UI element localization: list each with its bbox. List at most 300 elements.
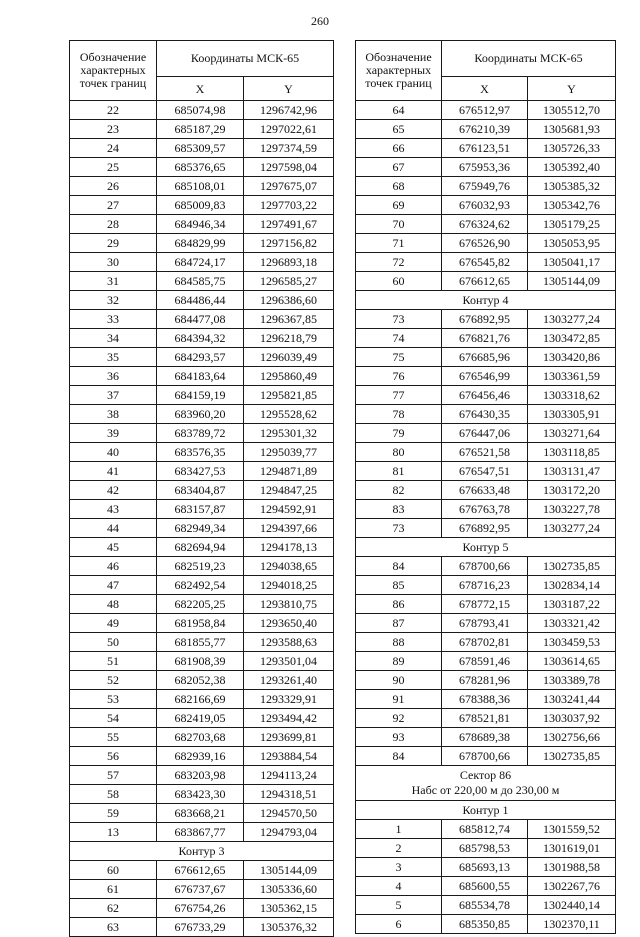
table-row <box>356 690 616 709</box>
x-coordinate-cell: 676545,82 <box>442 253 528 272</box>
coordinates-table-left <box>69 40 334 937</box>
point-number-cell: 33 <box>70 310 157 329</box>
y-coordinate-cell: 1303277,24 <box>528 519 616 538</box>
table-row <box>70 766 334 785</box>
point-number-cell: 76 <box>356 367 442 386</box>
x-coordinate-cell: 684829,99 <box>157 234 244 253</box>
table-row <box>70 253 334 272</box>
x-coordinate-cell: 676892,95 <box>442 310 528 329</box>
x-coordinate-cell: 678689,38 <box>442 728 528 747</box>
point-number-cell: 25 <box>70 158 157 177</box>
y-coordinate-cell: 1294793,04 <box>244 823 334 842</box>
table-row <box>356 576 616 595</box>
point-number-cell: 87 <box>356 614 442 633</box>
y-coordinate-cell: 1297598,04 <box>244 158 334 177</box>
table-row <box>70 880 334 899</box>
x-coordinate-cell: 682939,16 <box>157 747 244 766</box>
table-row <box>70 747 334 766</box>
point-number-cell: 29 <box>70 234 157 253</box>
point-number-cell: 83 <box>356 500 442 519</box>
table-row <box>356 709 616 728</box>
table-row <box>70 272 334 291</box>
table-row <box>356 158 616 177</box>
y-coordinate-cell: 1296893,18 <box>244 253 334 272</box>
table-row <box>356 481 616 500</box>
table-row <box>70 519 334 538</box>
point-number-cell: 27 <box>70 196 157 215</box>
x-coordinate-cell: 676733,29 <box>157 918 244 937</box>
y-coordinate-cell: 1305385,32 <box>528 177 616 196</box>
table-body-left <box>70 101 334 937</box>
y-coordinate-cell: 1303361,59 <box>528 367 616 386</box>
table-row <box>356 253 616 272</box>
table-row <box>356 386 616 405</box>
x-coordinate-cell: 676754,26 <box>157 899 244 918</box>
x-coordinate-cell: 685376,65 <box>157 158 244 177</box>
x-coordinate-cell: 678700,66 <box>442 557 528 576</box>
x-coordinate-cell: 683157,87 <box>157 500 244 519</box>
x-coordinate-cell: 681855,77 <box>157 633 244 652</box>
x-coordinate-cell: 678388,36 <box>442 690 528 709</box>
table-row <box>70 633 334 652</box>
point-number-cell: 79 <box>356 424 442 443</box>
point-number-cell: 37 <box>70 386 157 405</box>
y-coordinate-cell: 1303172,20 <box>528 481 616 500</box>
y-coordinate-cell: 1303037,92 <box>528 709 616 728</box>
x-coordinate-cell: 685309,57 <box>157 139 244 158</box>
point-number-cell: 81 <box>356 462 442 481</box>
y-coordinate-cell: 1301988,58 <box>528 858 616 877</box>
point-number-cell: 72 <box>356 253 442 272</box>
point-number-cell: 30 <box>70 253 157 272</box>
y-coordinate-cell: 1303187,22 <box>528 595 616 614</box>
y-coordinate-cell: 1302834,14 <box>528 576 616 595</box>
table-row <box>356 120 616 139</box>
header-y: Y <box>244 77 334 101</box>
x-coordinate-cell: 681958,84 <box>157 614 244 633</box>
table-row <box>70 348 334 367</box>
x-coordinate-cell: 676763,78 <box>442 500 528 519</box>
y-coordinate-cell: 1293501,04 <box>244 652 334 671</box>
point-number-cell: 57 <box>70 766 157 785</box>
point-number-cell: 50 <box>70 633 157 652</box>
x-coordinate-cell: 682519,23 <box>157 557 244 576</box>
x-coordinate-cell: 676512,97 <box>442 101 528 120</box>
x-coordinate-cell: 678702,81 <box>442 633 528 652</box>
point-number-cell: 28 <box>70 215 157 234</box>
x-coordinate-cell: 683404,87 <box>157 481 244 500</box>
table-row <box>70 728 334 747</box>
x-coordinate-cell: 682703,68 <box>157 728 244 747</box>
x-coordinate-cell: 685798,53 <box>442 839 528 858</box>
point-number-cell: 53 <box>70 690 157 709</box>
y-coordinate-cell: 1294113,24 <box>244 766 334 785</box>
point-number-cell: 52 <box>70 671 157 690</box>
y-coordinate-cell: 1305342,76 <box>528 196 616 215</box>
x-coordinate-cell: 676612,65 <box>157 861 244 880</box>
table-row <box>70 538 334 557</box>
table-row <box>356 671 616 690</box>
y-coordinate-cell: 1296218,79 <box>244 329 334 348</box>
point-number-cell: 23 <box>70 120 157 139</box>
y-coordinate-cell: 1303227,78 <box>528 500 616 519</box>
table-row <box>70 861 334 880</box>
y-coordinate-cell: 1305336,60 <box>244 880 334 899</box>
table-row <box>356 272 616 291</box>
x-coordinate-cell: 676032,93 <box>442 196 528 215</box>
x-coordinate-cell: 685534,78 <box>442 896 528 915</box>
y-coordinate-cell: 1303614,65 <box>528 652 616 671</box>
x-coordinate-cell: 676447,06 <box>442 424 528 443</box>
table-row <box>356 348 616 367</box>
table-row <box>70 367 334 386</box>
y-coordinate-cell: 1294178,13 <box>244 538 334 557</box>
table-row <box>356 728 616 747</box>
point-number-cell: 43 <box>70 500 157 519</box>
x-coordinate-cell: 683789,72 <box>157 424 244 443</box>
table-row <box>70 481 334 500</box>
point-number-cell: 60 <box>70 861 157 880</box>
table-row <box>356 196 616 215</box>
point-number-cell: 73 <box>356 310 442 329</box>
x-coordinate-cell: 678521,81 <box>442 709 528 728</box>
table-row <box>356 519 616 538</box>
x-coordinate-cell: 684486,44 <box>157 291 244 310</box>
x-coordinate-cell: 675953,36 <box>442 158 528 177</box>
y-coordinate-cell: 1295528,62 <box>244 405 334 424</box>
point-number-cell: 40 <box>70 443 157 462</box>
y-coordinate-cell: 1305681,93 <box>528 120 616 139</box>
table-row <box>70 196 334 215</box>
table-row <box>70 139 334 158</box>
page-number: 260 <box>311 14 329 28</box>
point-number-cell: 84 <box>356 747 442 766</box>
section-header: Контур 3 <box>70 842 334 861</box>
x-coordinate-cell: 676821,76 <box>442 329 528 348</box>
x-coordinate-cell: 675949,76 <box>442 177 528 196</box>
x-coordinate-cell: 684159,19 <box>157 386 244 405</box>
y-coordinate-cell: 1294592,91 <box>244 500 334 519</box>
y-coordinate-cell: 1295301,32 <box>244 424 334 443</box>
point-number-cell: 4 <box>356 877 442 896</box>
y-coordinate-cell: 1303277,24 <box>528 310 616 329</box>
point-number-cell: 68 <box>356 177 442 196</box>
point-number-cell: 36 <box>70 367 157 386</box>
y-coordinate-cell: 1293261,40 <box>244 671 334 690</box>
y-coordinate-cell: 1305053,95 <box>528 234 616 253</box>
table-row <box>70 443 334 462</box>
point-number-cell: 77 <box>356 386 442 405</box>
point-number-cell: 74 <box>356 329 442 348</box>
point-number-cell: 70 <box>356 215 442 234</box>
sector-height-range: Набс от 220,00 м до 230,00 м <box>411 783 560 797</box>
x-coordinate-cell: 676546,99 <box>442 367 528 386</box>
table-row <box>70 899 334 918</box>
sector-title: Сектор 86 <box>459 768 512 782</box>
table-row <box>356 462 616 481</box>
point-number-cell: 48 <box>70 595 157 614</box>
y-coordinate-cell: 1305362,15 <box>244 899 334 918</box>
table-row <box>356 915 616 934</box>
table-row <box>70 329 334 348</box>
y-coordinate-cell: 1303271,64 <box>528 424 616 443</box>
x-coordinate-cell: 678700,66 <box>442 747 528 766</box>
y-coordinate-cell: 1293884,54 <box>244 747 334 766</box>
point-number-cell: 86 <box>356 595 442 614</box>
x-coordinate-cell: 684946,34 <box>157 215 244 234</box>
x-coordinate-cell: 685812,74 <box>442 820 528 839</box>
table-row <box>70 557 334 576</box>
y-coordinate-cell: 1303389,78 <box>528 671 616 690</box>
x-coordinate-cell: 685600,55 <box>442 877 528 896</box>
y-coordinate-cell: 1297374,59 <box>244 139 334 158</box>
section-header-row <box>356 291 616 310</box>
table-row <box>70 405 334 424</box>
point-number-cell: 88 <box>356 633 442 652</box>
point-number-cell: 49 <box>70 614 157 633</box>
table-row <box>356 215 616 234</box>
point-number-cell: 55 <box>70 728 157 747</box>
x-coordinate-cell: 685108,01 <box>157 177 244 196</box>
point-number-cell: 35 <box>70 348 157 367</box>
table-row <box>356 839 616 858</box>
x-coordinate-cell: 682205,25 <box>157 595 244 614</box>
y-coordinate-cell: 1297703,22 <box>244 196 334 215</box>
x-coordinate-cell: 684724,17 <box>157 253 244 272</box>
y-coordinate-cell: 1305041,17 <box>528 253 616 272</box>
header-point-designation: Обозначение характерных точек границ <box>70 41 157 101</box>
y-coordinate-cell: 1303131,47 <box>528 462 616 481</box>
point-number-cell: 54 <box>70 709 157 728</box>
x-coordinate-cell: 685074,98 <box>157 101 244 120</box>
table-row <box>70 709 334 728</box>
point-number-cell: 46 <box>70 557 157 576</box>
table-row <box>70 804 334 823</box>
table-row <box>70 462 334 481</box>
y-coordinate-cell: 1294570,50 <box>244 804 334 823</box>
y-coordinate-cell: 1303241,44 <box>528 690 616 709</box>
x-coordinate-cell: 685693,13 <box>442 858 528 877</box>
y-coordinate-cell: 1294038,65 <box>244 557 334 576</box>
table-row <box>70 690 334 709</box>
x-coordinate-cell: 685187,29 <box>157 120 244 139</box>
point-number-cell: 34 <box>70 329 157 348</box>
point-number-cell: 62 <box>70 899 157 918</box>
x-coordinate-cell: 683960,20 <box>157 405 244 424</box>
point-number-cell: 44 <box>70 519 157 538</box>
table-row <box>356 310 616 329</box>
table-row <box>70 177 334 196</box>
y-coordinate-cell: 1305392,40 <box>528 158 616 177</box>
point-number-cell: 63 <box>70 918 157 937</box>
y-coordinate-cell: 1296386,60 <box>244 291 334 310</box>
point-number-cell: 91 <box>356 690 442 709</box>
table-row <box>356 858 616 877</box>
coordinates-table-right <box>355 40 616 934</box>
table-row <box>70 576 334 595</box>
header-coordinates: Координаты МСК-65 <box>442 41 616 77</box>
point-number-cell: 69 <box>356 196 442 215</box>
x-coordinate-cell: 683203,98 <box>157 766 244 785</box>
y-coordinate-cell: 1303472,85 <box>528 329 616 348</box>
point-number-cell: 66 <box>356 139 442 158</box>
section-header <box>356 766 616 801</box>
x-coordinate-cell: 676633,48 <box>442 481 528 500</box>
y-coordinate-cell: 1295860,49 <box>244 367 334 386</box>
x-coordinate-cell: 676324,62 <box>442 215 528 234</box>
section-header: Контур 1 <box>356 801 616 820</box>
x-coordinate-cell: 682419,05 <box>157 709 244 728</box>
point-number-cell: 5 <box>356 896 442 915</box>
x-coordinate-cell: 676547,51 <box>442 462 528 481</box>
y-coordinate-cell: 1305144,09 <box>244 861 334 880</box>
y-coordinate-cell: 1294847,25 <box>244 481 334 500</box>
x-coordinate-cell: 676456,46 <box>442 386 528 405</box>
table-row <box>356 405 616 424</box>
point-number-cell: 39 <box>70 424 157 443</box>
table-row <box>70 595 334 614</box>
x-coordinate-cell: 681908,39 <box>157 652 244 671</box>
x-coordinate-cell: 683427,53 <box>157 462 244 481</box>
table-row <box>356 500 616 519</box>
x-coordinate-cell: 682949,34 <box>157 519 244 538</box>
table-row <box>70 823 334 842</box>
table-row <box>356 101 616 120</box>
point-number-cell: 24 <box>70 139 157 158</box>
table-row <box>356 652 616 671</box>
table-row <box>70 101 334 120</box>
x-coordinate-cell: 676521,58 <box>442 443 528 462</box>
y-coordinate-cell: 1305376,32 <box>244 918 334 937</box>
header-coordinates: Координаты МСК-65 <box>157 41 334 77</box>
y-coordinate-cell: 1302267,76 <box>528 877 616 896</box>
table-row <box>70 614 334 633</box>
point-number-cell: 3 <box>356 858 442 877</box>
y-coordinate-cell: 1301619,01 <box>528 839 616 858</box>
point-number-cell: 56 <box>70 747 157 766</box>
table-body-right <box>356 101 616 934</box>
point-number-cell: 92 <box>356 709 442 728</box>
x-coordinate-cell: 676892,95 <box>442 519 528 538</box>
point-number-cell: 71 <box>356 234 442 253</box>
y-coordinate-cell: 1305726,33 <box>528 139 616 158</box>
header-x: X <box>157 77 244 101</box>
header-y: Y <box>528 77 616 101</box>
point-number-cell: 38 <box>70 405 157 424</box>
table-row <box>70 918 334 937</box>
header-point-designation: Обозначение характерных точек границ <box>356 41 442 101</box>
section-header-row <box>356 801 616 820</box>
table-row <box>70 652 334 671</box>
point-number-cell: 59 <box>70 804 157 823</box>
x-coordinate-cell: 683576,35 <box>157 443 244 462</box>
x-coordinate-cell: 676123,51 <box>442 139 528 158</box>
section-header: Контур 5 <box>356 538 616 557</box>
point-number-cell: 32 <box>70 291 157 310</box>
x-coordinate-cell: 676612,65 <box>442 272 528 291</box>
y-coordinate-cell: 1293810,75 <box>244 595 334 614</box>
x-coordinate-cell: 683867,77 <box>157 823 244 842</box>
section-header-row <box>356 766 616 801</box>
y-coordinate-cell: 1297022,61 <box>244 120 334 139</box>
point-number-cell: 22 <box>70 101 157 120</box>
point-number-cell: 90 <box>356 671 442 690</box>
point-number-cell: 26 <box>70 177 157 196</box>
table-row <box>356 557 616 576</box>
point-number-cell: 6 <box>356 915 442 934</box>
x-coordinate-cell: 676526,90 <box>442 234 528 253</box>
table-row <box>70 785 334 804</box>
x-coordinate-cell: 684293,57 <box>157 348 244 367</box>
y-coordinate-cell: 1293494,42 <box>244 709 334 728</box>
x-coordinate-cell: 678793,41 <box>442 614 528 633</box>
point-number-cell: 89 <box>356 652 442 671</box>
x-coordinate-cell: 685350,85 <box>442 915 528 934</box>
x-coordinate-cell: 682492,54 <box>157 576 244 595</box>
x-coordinate-cell: 684394,32 <box>157 329 244 348</box>
table-row <box>356 139 616 158</box>
point-number-cell: 67 <box>356 158 442 177</box>
x-coordinate-cell: 684183,64 <box>157 367 244 386</box>
point-number-cell: 58 <box>70 785 157 804</box>
x-coordinate-cell: 676430,35 <box>442 405 528 424</box>
x-coordinate-cell: 678716,23 <box>442 576 528 595</box>
table-row <box>70 234 334 253</box>
point-number-cell: 84 <box>356 557 442 576</box>
x-coordinate-cell: 682052,38 <box>157 671 244 690</box>
table-row <box>356 747 616 766</box>
x-coordinate-cell: 676685,96 <box>442 348 528 367</box>
point-number-cell: 82 <box>356 481 442 500</box>
table-row <box>70 158 334 177</box>
section-header-row <box>70 842 334 861</box>
y-coordinate-cell: 1303459,53 <box>528 633 616 652</box>
table-row <box>356 633 616 652</box>
point-number-cell: 80 <box>356 443 442 462</box>
y-coordinate-cell: 1296367,85 <box>244 310 334 329</box>
table-row <box>70 671 334 690</box>
y-coordinate-cell: 1301559,52 <box>528 820 616 839</box>
x-coordinate-cell: 676737,67 <box>157 880 244 899</box>
y-coordinate-cell: 1302370,11 <box>528 915 616 934</box>
table-row <box>356 896 616 915</box>
y-coordinate-cell: 1297491,67 <box>244 215 334 234</box>
y-coordinate-cell: 1302735,85 <box>528 557 616 576</box>
x-coordinate-cell: 684585,75 <box>157 272 244 291</box>
y-coordinate-cell: 1294318,51 <box>244 785 334 804</box>
point-number-cell: 60 <box>356 272 442 291</box>
point-number-cell: 93 <box>356 728 442 747</box>
section-header: Контур 4 <box>356 291 616 310</box>
x-coordinate-cell: 678281,96 <box>442 671 528 690</box>
y-coordinate-cell: 1295039,77 <box>244 443 334 462</box>
table-row <box>356 177 616 196</box>
x-coordinate-cell: 682166,69 <box>157 690 244 709</box>
point-number-cell: 41 <box>70 462 157 481</box>
y-coordinate-cell: 1302756,66 <box>528 728 616 747</box>
table-row <box>70 120 334 139</box>
y-coordinate-cell: 1303318,62 <box>528 386 616 405</box>
point-number-cell: 64 <box>356 101 442 120</box>
y-coordinate-cell: 1296742,96 <box>244 101 334 120</box>
x-coordinate-cell: 683423,30 <box>157 785 244 804</box>
point-number-cell: 61 <box>70 880 157 899</box>
x-coordinate-cell: 684477,08 <box>157 310 244 329</box>
table-row <box>356 329 616 348</box>
y-coordinate-cell: 1293329,91 <box>244 690 334 709</box>
point-number-cell: 31 <box>70 272 157 291</box>
table-row <box>356 877 616 896</box>
